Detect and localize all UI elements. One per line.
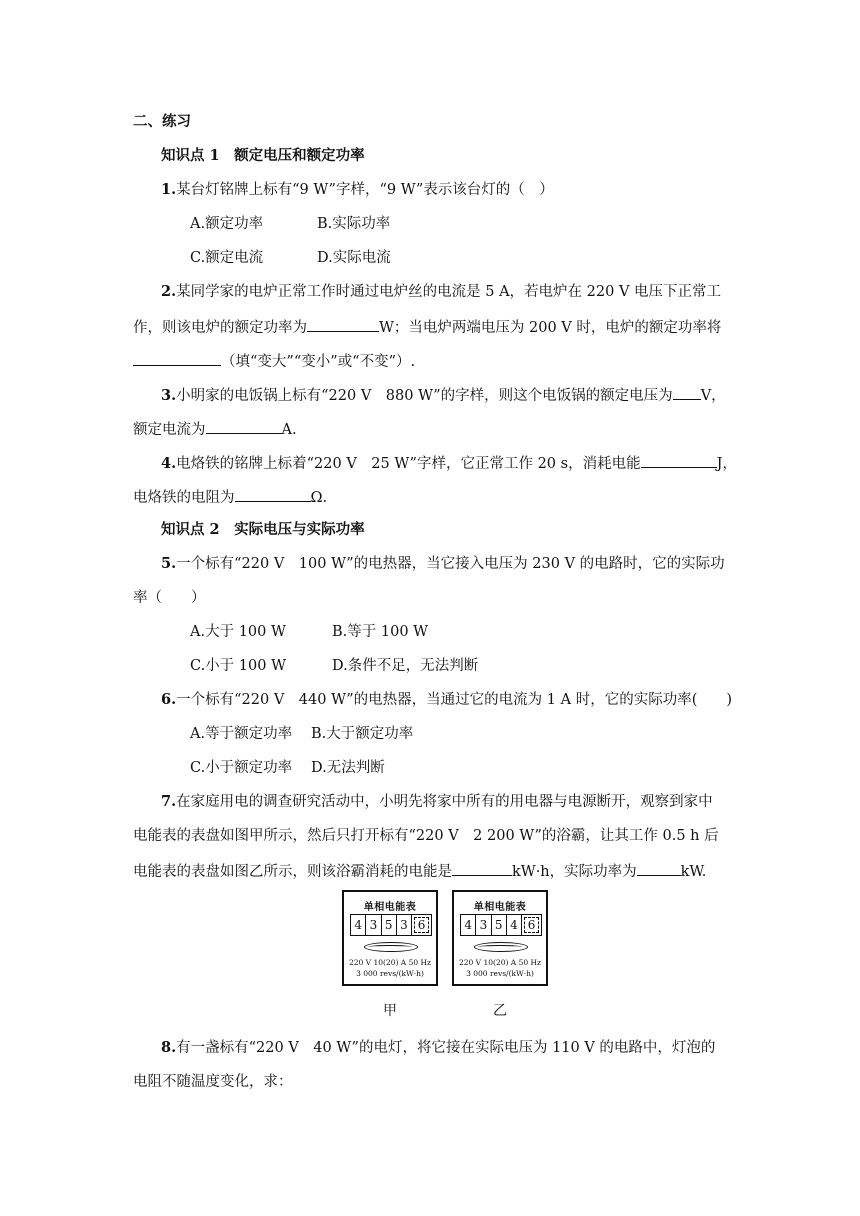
question-text: 小明家的电饭锅上标有“220 V 880 W”的字样，则这个电饭锅的额定电压为: [176, 388, 673, 404]
figure-caption-jia: 甲: [383, 1003, 397, 1019]
answer-blank[interactable]: [641, 452, 717, 468]
question-4-line1: [161, 452, 737, 474]
electric-meter-yi: [452, 890, 548, 986]
q6-option-d: D.无法判断: [311, 760, 385, 776]
question-text: V，: [700, 388, 726, 404]
question-text: 某同学家的电炉正常工作时通过电炉丝的电流是 5 A，若电炉在 220 V 电压下正常工: [176, 284, 722, 300]
answer-blank[interactable]: [307, 316, 379, 332]
meter-digit: 5: [492, 915, 507, 935]
meter-title: 单相电能表: [363, 902, 417, 913]
meter-disc-inner: [478, 945, 522, 949]
question-text: 电能表的表盘如图乙所示，则该浴霸消耗的电能是: [133, 864, 452, 880]
question-number: 4.: [161, 455, 177, 472]
knowledge-point-2: 知识点 2 实际电压与实际功率: [161, 521, 365, 538]
question-1: [161, 180, 554, 200]
meter-digits: [460, 914, 542, 936]
meter-digit: 4: [461, 915, 476, 935]
meter-digit: 3: [397, 915, 412, 935]
meter-spec: 220 V 10(20) A 50 Hz: [458, 958, 542, 967]
answer-blank[interactable]: [637, 860, 681, 876]
meter-spec: 3 000 revs/(kW·h): [466, 969, 534, 978]
question-text: J，: [716, 456, 737, 472]
meter-title: 单相电能表: [473, 902, 527, 913]
question-7-line2: 电能表的表盘如图甲所示，然后只打开标有“220 V 2 200 W”的浴霸，让其工作 0.5 h 后: [133, 828, 719, 844]
answer-blank[interactable]: [452, 860, 512, 876]
question-5-line1: [161, 554, 725, 574]
q6-option-b: B.大于额定功率: [311, 726, 414, 742]
q1-option-a: A.额定功率: [190, 216, 264, 232]
q6-option-c: C.小于额定功率: [190, 760, 293, 776]
question-number: 5.: [161, 555, 177, 572]
question-text: （填“变大”“变小”或“不变”）.: [221, 354, 416, 370]
question-text: 电烙铁的铭牌上标着“220 V 25 W”字样，它正常工作 20 s，消耗电能: [176, 456, 641, 472]
q5-option-a: A.大于 100 W: [190, 624, 286, 640]
question-text: 有一盏标有“220 V 40 W”的电灯，将它接在实际电压为 110 V 的电路中，灯泡的: [176, 1040, 716, 1056]
question-text: 电烙铁的电阻为: [133, 490, 235, 506]
meter-digit: 4: [351, 915, 366, 935]
meter-decimal-digit: 6: [524, 917, 539, 933]
question-8-line1: [161, 1038, 715, 1058]
question-2-line3: [133, 350, 415, 372]
q5-option-b: B.等于 100 W: [332, 624, 429, 640]
question-number: 6.: [161, 691, 177, 708]
answer-blank[interactable]: [133, 350, 221, 366]
q1-option-b: B.实际功率: [317, 216, 391, 232]
figure-caption-yi: 乙: [493, 1003, 507, 1019]
question-text: 额定电流为: [133, 422, 206, 438]
meter-digit: 4: [507, 915, 522, 935]
q5-option-d: D.条件不足，无法判断: [332, 658, 479, 674]
question-number: 8.: [161, 1039, 177, 1056]
question-5-line2: 率（ ）: [133, 590, 206, 606]
question-7-line3: [133, 860, 706, 882]
question-text: kW.: [680, 864, 707, 880]
meter-decimal-digit: 6: [414, 917, 429, 933]
electric-meter-jia: [342, 890, 438, 986]
question-text: 作，则该电炉的额定功率为: [133, 320, 307, 336]
question-number: 1.: [161, 181, 177, 198]
q6-option-a: A.等于额定功率: [190, 726, 293, 742]
meter-disc-inner: [368, 945, 412, 949]
question-text: W；当电炉两端电压为 200 V 时，电炉的额定功率将: [379, 320, 722, 336]
meter-spec: 220 V 10(20) A 50 Hz: [348, 958, 432, 967]
question-text: 一个标有“220 V 440 W”的电热器，当通过它的电流为 1 A 时，它的实际功率( ): [176, 692, 733, 708]
question-2-line2: [133, 316, 721, 338]
question-text: kW·h，实际功率为: [512, 864, 637, 880]
question-4-line2: [133, 486, 327, 508]
meter-digits: [350, 914, 432, 936]
answer-blank[interactable]: [206, 418, 282, 434]
question-text: 一个标有“220 V 100 W”的电热器，当它接入电压为 230 V 的电路时，它的实际功: [176, 556, 725, 572]
question-text: 在家庭用电的调查研究活动中，小明先将家中所有的用电器与电源断开，观察到家中: [176, 794, 713, 810]
question-3-line2: [133, 418, 297, 440]
answer-blank[interactable]: [673, 384, 701, 400]
question-7-line1: [161, 792, 713, 812]
meter-digit: 3: [476, 915, 491, 935]
meter-spec: 3 000 revs/(kW·h): [356, 969, 424, 978]
question-6: [161, 690, 732, 710]
question-number: 7.: [161, 793, 177, 810]
q1-option-c: C.额定电流: [190, 250, 264, 266]
q1-option-d: D.实际电流: [317, 250, 391, 266]
question-text: A.: [281, 422, 297, 438]
question-number: 2.: [161, 283, 177, 300]
knowledge-point-1: 知识点 1 额定电压和额定功率: [161, 147, 365, 164]
q5-option-c: C.小于 100 W: [190, 658, 286, 674]
question-2-line1: [161, 282, 721, 302]
meter-digit: 5: [382, 915, 397, 935]
question-text: 某台灯铭牌上标有“9 W”字样，“9 W”表示该台灯的（ ）: [176, 182, 554, 198]
question-3-line1: [161, 384, 726, 406]
section-title: 二、练习: [133, 113, 191, 130]
question-number: 3.: [161, 387, 177, 404]
question-8-line2: 电阻不随温度变化，求：: [133, 1074, 293, 1090]
meter-digit: 3: [366, 915, 381, 935]
answer-blank[interactable]: [235, 486, 311, 502]
question-text: Ω.: [310, 490, 328, 506]
